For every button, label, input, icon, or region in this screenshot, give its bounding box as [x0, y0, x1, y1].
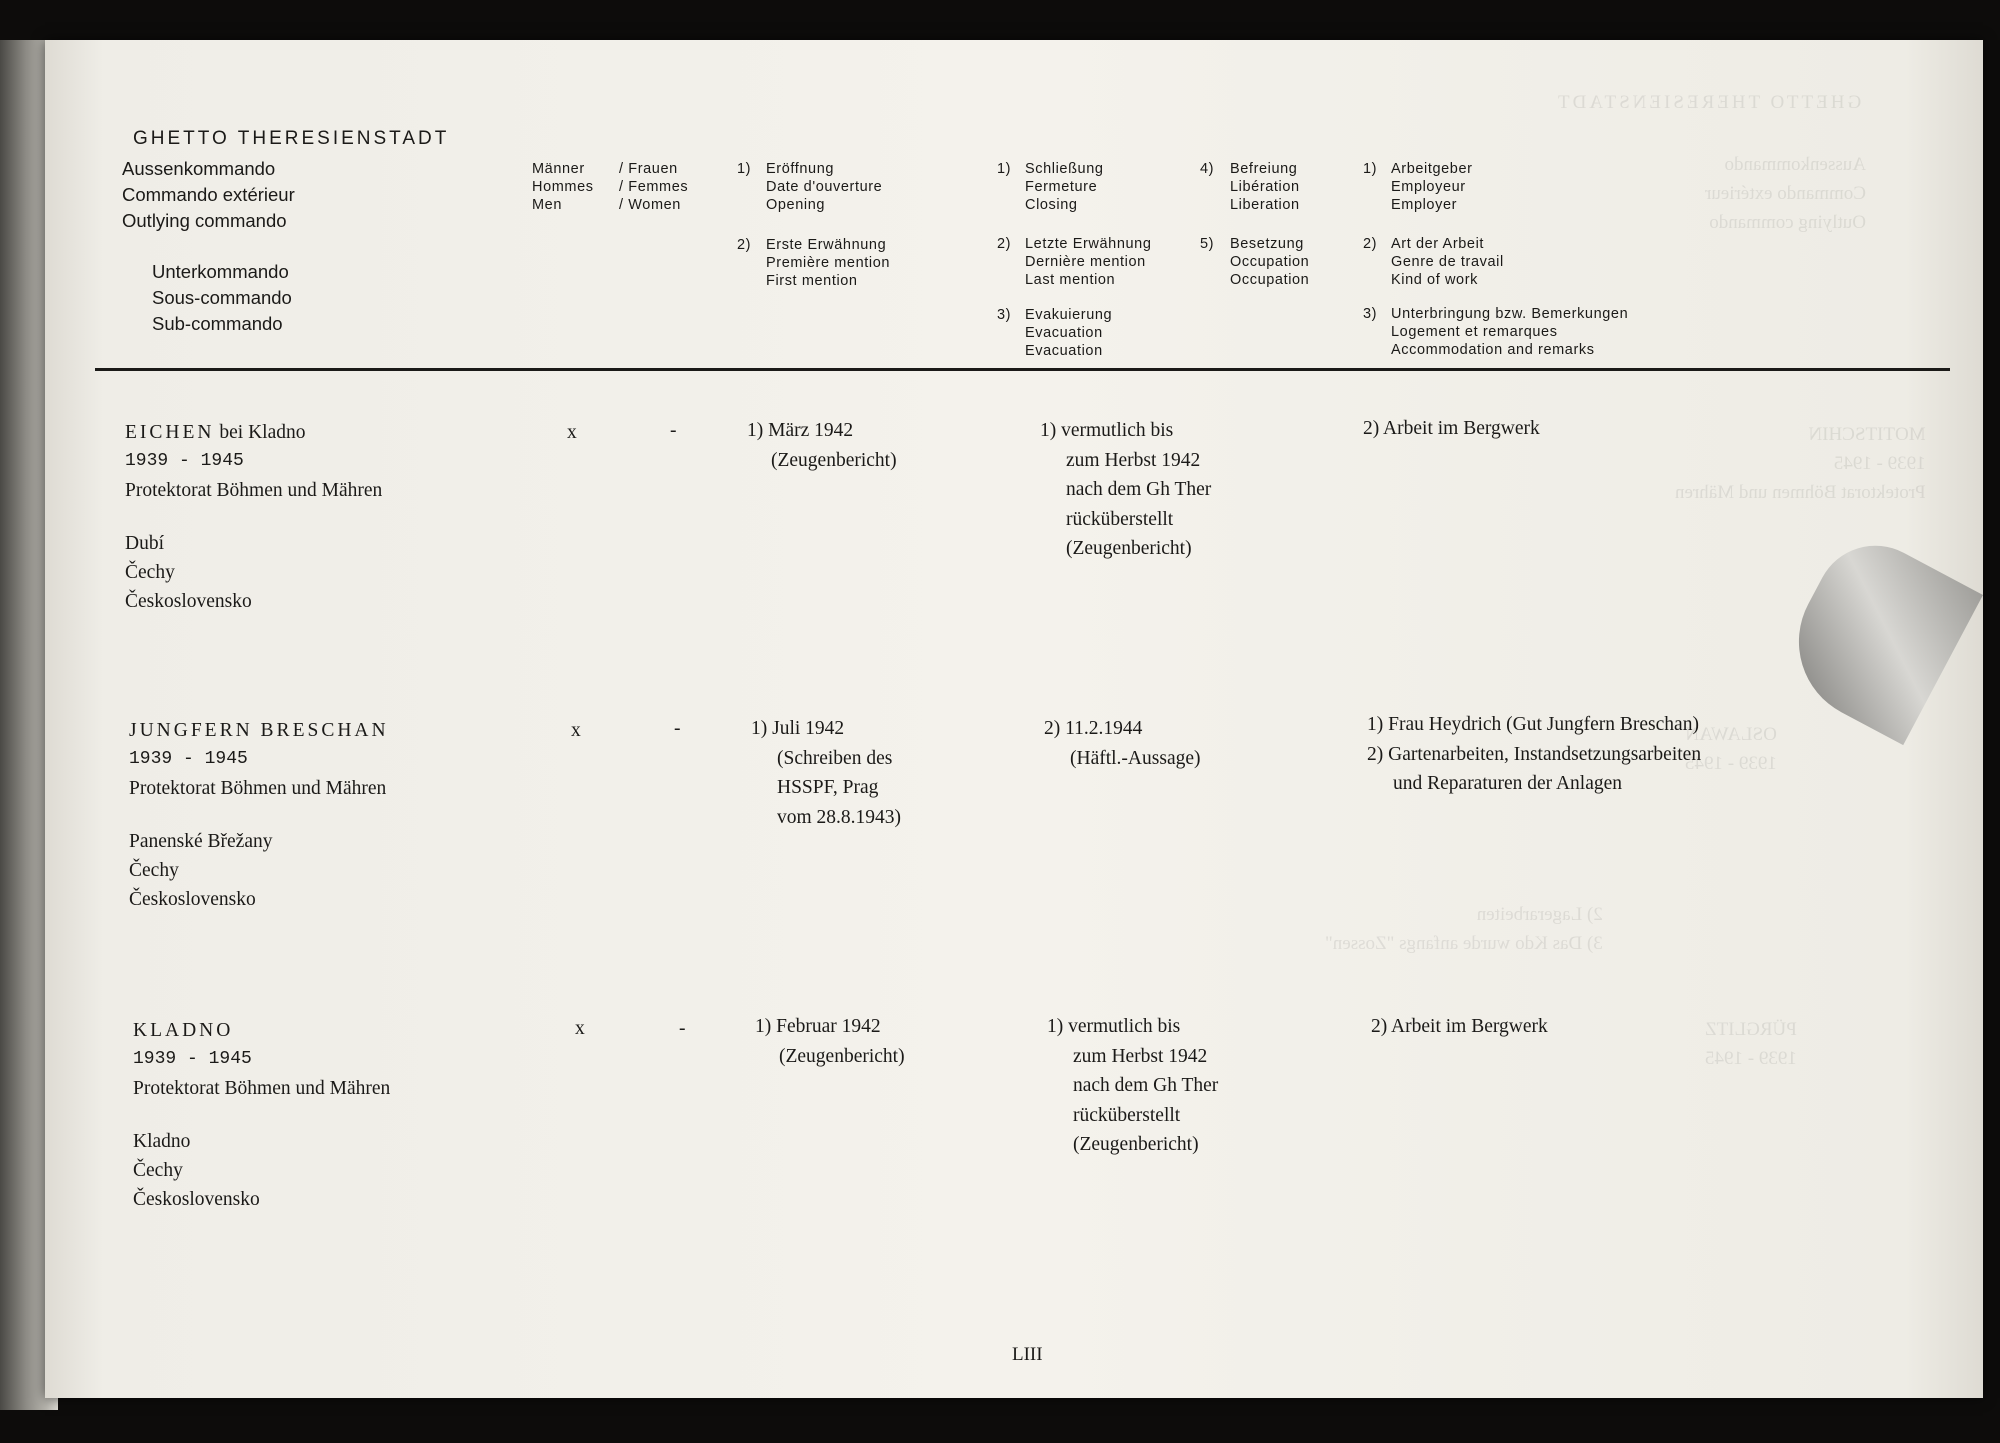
legend-label: Männer [532, 161, 585, 177]
legend-label: Occupation [1230, 254, 1310, 270]
cell-line: rücküberstellt [1066, 508, 1174, 530]
legend-col-b-num3: 3) [997, 307, 1012, 323]
legend-label: Befreiung [1230, 161, 1298, 177]
legend-label: Unterbringung bzw. Bemerkungen [1391, 306, 1629, 322]
place-suffix: bei Kladno [219, 422, 306, 443]
legend-label: Opening [766, 197, 826, 213]
cell-line: 1) vermutlich bis [1040, 420, 1174, 441]
cell-line: 1) Juli 1942 [751, 718, 845, 739]
show-through: GHETTO THERESIENSTADT [1555, 92, 1862, 113]
entry-place [133, 1016, 390, 1045]
local-country-name: Československo [125, 591, 252, 612]
legend-col-d-num1: 1) [1363, 161, 1378, 177]
legend-col-a-opening [766, 160, 882, 214]
legend-label: Libération [1230, 179, 1300, 195]
legend-col-b-last-mention [1025, 235, 1152, 289]
cell-line: 2) Arbeit im Bergwerk [1371, 1016, 1548, 1037]
legend-label: Logement et remarques [1391, 324, 1558, 340]
place-name: KLADNO [133, 1020, 234, 1041]
cell-line: vom 28.8.1943) [777, 806, 902, 828]
page-number: LIII [1012, 1344, 1043, 1365]
legend-label: Evakuierung [1025, 307, 1113, 323]
legend-col-a-num2: 2) [737, 237, 752, 253]
show-through: 2) Lagerarbeiten 3) Das Kdo wurde anfangs "Zossen" [1325, 904, 1603, 954]
legend-col-a-first-mention [766, 236, 890, 290]
entry-closing [1047, 1012, 1218, 1160]
entry-employer-work [1363, 414, 1540, 444]
page-clip [1771, 525, 1983, 746]
legend-label: Employeur [1391, 179, 1466, 195]
cell-line: (Zeugenbericht) [771, 449, 897, 471]
legend-label: Commando extérieur [122, 184, 295, 205]
legend-col-d-accommodation [1391, 305, 1628, 359]
entry-women-mark: - [679, 1018, 686, 1039]
cell-line: 2) Gartenarbeiten, Instandsetzungsarbeiten [1367, 743, 1702, 765]
legend-col-c-occupation [1230, 235, 1309, 289]
cell-line: 1) Frau Heydrich (Gut Jungfern Breschan) [1367, 714, 1699, 735]
document-title: GHETTO THERESIENSTADT [133, 128, 450, 149]
legend-col-b-num1: 1) [997, 161, 1012, 177]
legend-label: / Femmes [619, 179, 689, 195]
legend-label: Schließung [1025, 161, 1104, 177]
entry-years: 1939 - 1945 [129, 749, 248, 769]
legend-label: Closing [1025, 197, 1078, 213]
legend-label: / Women [619, 197, 681, 213]
legend-col-c-liberation [1230, 160, 1300, 214]
legend-col-d-kind-of-work [1391, 235, 1504, 289]
entry-jungfern-breschan-location [129, 716, 389, 914]
cell-line: 1) Februar 1942 [755, 1016, 881, 1037]
cell-line: (Zeugenbericht) [779, 1045, 905, 1067]
legend-label: Evacuation [1025, 325, 1103, 341]
legend-label: Genre de travail [1391, 254, 1504, 270]
legend-sexes-women [619, 160, 688, 214]
legend-sub-commando [152, 259, 292, 337]
entry-years: 1939 - 1945 [125, 451, 244, 471]
entry-women-mark: - [670, 420, 677, 441]
legend-label: First mention [766, 273, 858, 289]
cell-line: und Reparaturen der Anlagen [1393, 773, 1623, 794]
local-place-name: Dubí [125, 533, 164, 554]
place-name: JUNGFERN BRESCHAN [129, 720, 389, 741]
legend-col-c-num2: 5) [1200, 236, 1215, 252]
entry-closing [1044, 714, 1201, 773]
local-region-name: Čechy [133, 1160, 183, 1181]
entry-men-mark: x [567, 422, 577, 443]
entry-women-mark: - [674, 718, 681, 739]
cell-line: HSSPF, Prag [777, 777, 879, 798]
legend-col-a-num1: 1) [737, 161, 752, 177]
entry-place [129, 716, 389, 745]
cell-line: 2) 11.2.1944 [1044, 718, 1143, 739]
cell-line: rücküberstellt [1073, 1104, 1181, 1126]
header-divider [95, 368, 1950, 371]
legend-label: Arbeitgeber [1391, 161, 1473, 177]
cell-line: 1) März 1942 [747, 420, 854, 441]
cell-line: (Zeugenbericht) [1066, 538, 1192, 559]
entry-region: Protektorat Böhmen und Mähren [133, 1078, 391, 1099]
entry-eichen-location [125, 418, 382, 616]
legend-col-c-num1: 4) [1200, 161, 1215, 177]
show-through: OSLAWAN 1939 - 1945 [1685, 724, 1777, 774]
entry-opening [751, 714, 901, 832]
show-through: PÜRGLITZ 1939 - 1945 [1705, 1019, 1797, 1069]
legend-label: Men [532, 197, 563, 213]
legend-label: Date d'ouverture [766, 179, 883, 195]
legend-label: Sous-commando [152, 287, 292, 308]
legend-col-d-num2: 2) [1363, 236, 1378, 252]
local-country-name: Československo [133, 1189, 260, 1210]
entry-opening [755, 1012, 905, 1071]
show-through: Aussenkommando Commando extérieur Outlying commando [1705, 154, 1866, 233]
legend-col-b-num2: 2) [997, 236, 1012, 252]
entry-opening [747, 416, 897, 475]
legend-label: Letzte Erwähnung [1025, 236, 1152, 252]
entry-men-mark: x [571, 720, 581, 741]
legend-label: Aussenkommando [122, 158, 276, 179]
legend-label: Employer [1391, 197, 1458, 213]
document-page [45, 40, 1983, 1398]
legend-label: Kind of work [1391, 272, 1478, 288]
legend-label: Dernière mention [1025, 254, 1146, 270]
local-place-name: Kladno [133, 1131, 191, 1152]
local-place-name: Panenské Břežany [129, 831, 273, 852]
cell-line: 2) Arbeit im Bergwerk [1363, 418, 1540, 439]
legend-label: Evacuation [1025, 343, 1103, 359]
local-country-name: Československo [129, 889, 256, 910]
show-through: MOTITSCHIN 1939 - 1945 Protektorat Böhmen und Mähren [1675, 424, 1926, 503]
cell-line: (Schreiben des [777, 747, 893, 769]
legend-sexes-men [532, 160, 594, 214]
legend-label: Art der Arbeit [1391, 236, 1485, 252]
legend-label: Eröffnung [766, 161, 835, 177]
entry-region: Protektorat Böhmen und Mähren [129, 778, 387, 799]
entry-region: Protektorat Böhmen und Mähren [125, 480, 383, 501]
legend-label: / Frauen [619, 161, 678, 177]
cell-line: zum Herbst 1942 [1073, 1045, 1208, 1067]
legend-label: Accommodation and remarks [1391, 342, 1595, 358]
legend-outlying-commando [122, 156, 295, 234]
legend-col-b-evacuation [1025, 306, 1112, 360]
legend-label: Première mention [766, 255, 891, 271]
legend-col-d-num3: 3) [1363, 306, 1378, 322]
cell-line: (Häftl.-Aussage) [1070, 747, 1201, 769]
entry-closing [1040, 416, 1211, 564]
legend-label: Unterkommando [152, 261, 289, 282]
legend-col-b-closing [1025, 160, 1104, 214]
legend-label: Liberation [1230, 197, 1300, 213]
legend-label: Erste Erwähnung [766, 237, 887, 253]
entry-employer-work [1367, 710, 1701, 799]
legend-label: Sub-commando [152, 313, 283, 334]
cell-line: (Zeugenbericht) [1073, 1134, 1199, 1155]
cell-line: nach dem Gh Ther [1073, 1075, 1219, 1096]
entry-kladno-location [133, 1016, 390, 1214]
legend-label: Occupation [1230, 272, 1310, 288]
legend-label: Hommes [532, 179, 594, 195]
entry-place [125, 418, 382, 447]
cell-line: 1) vermutlich bis [1047, 1016, 1181, 1037]
place-name: EICHEN [125, 422, 215, 443]
local-region-name: Čechy [129, 860, 179, 881]
entry-years: 1939 - 1945 [133, 1049, 252, 1069]
legend-label: Besetzung [1230, 236, 1304, 252]
legend-col-d-employer [1391, 160, 1473, 214]
entry-men-mark: x [575, 1018, 585, 1039]
cell-line: zum Herbst 1942 [1066, 449, 1201, 471]
legend-label: Last mention [1025, 272, 1116, 288]
legend-label: Fermeture [1025, 179, 1098, 195]
cell-line: nach dem Gh Ther [1066, 479, 1212, 500]
legend-label: Outlying commando [122, 210, 287, 231]
entry-employer-work [1371, 1012, 1548, 1042]
local-region-name: Čechy [125, 562, 175, 583]
